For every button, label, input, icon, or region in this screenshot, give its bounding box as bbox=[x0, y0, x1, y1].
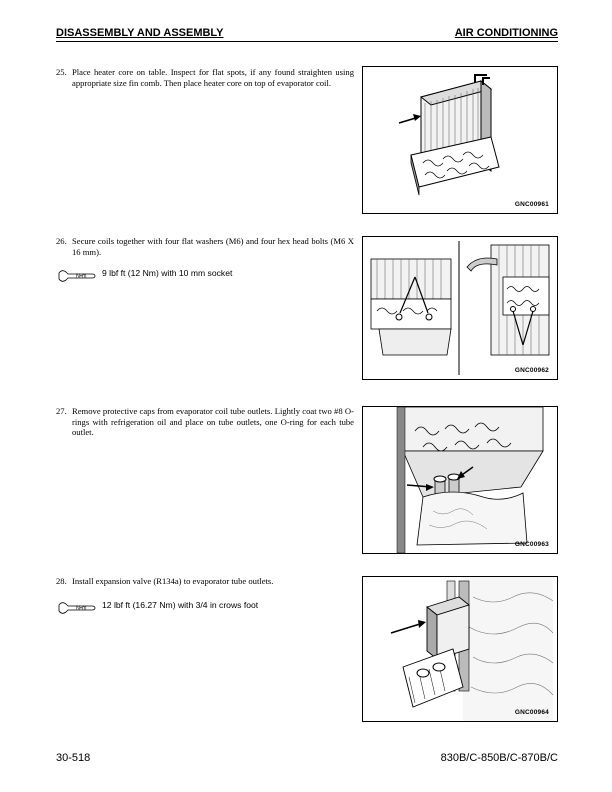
step-28 bbox=[56, 576, 354, 587]
footer-page-number: 30-518 bbox=[56, 752, 91, 764]
step-number: 25. bbox=[56, 67, 67, 77]
figure-gnc00964 bbox=[362, 576, 558, 722]
torque-value: 9 lbf ft (12 Nm) with 10 mm socket bbox=[102, 268, 233, 278]
step-26 bbox=[56, 236, 354, 257]
tube-outlets-illustration bbox=[363, 407, 557, 553]
figure-gnc00961 bbox=[362, 66, 558, 214]
header-section-title: DISASSEMBLY AND ASSEMBLY bbox=[56, 27, 224, 39]
figure-gnc00963 bbox=[362, 406, 558, 554]
step-number: 26. bbox=[56, 236, 67, 246]
torque-wrench-icon bbox=[58, 268, 98, 282]
footer-models: 830B/C-850B/C-870B/C bbox=[440, 752, 558, 764]
step-27 bbox=[56, 406, 354, 438]
step-text: Secure coils together with four flat washers (M6) and four hex head bolts (M6 X 16 mm). bbox=[72, 236, 354, 257]
step-text: Remove protective caps from evaporator coil tube outlets. Lightly coat two #8 O-rings with refrigeration oil and place on tube outlets, one O-ring for each tube outlet. bbox=[72, 406, 354, 437]
heater-core-illustration bbox=[363, 67, 557, 213]
torque-unit-label: N•m bbox=[76, 273, 87, 280]
torque-value: 12 lbf ft (16.27 Nm) with 3/4 in crows foot bbox=[102, 600, 259, 610]
figure-caption: GNC00963 bbox=[514, 541, 549, 548]
step-number: 28. bbox=[56, 576, 67, 586]
step-text: Place heater core on table. Inspect for flat spots, if any found straighten using appropriate size fin comb. Then place heater core on top of evaporator coil. bbox=[72, 67, 354, 88]
torque-wrench-icon bbox=[58, 600, 98, 614]
step-25 bbox=[56, 67, 354, 88]
figure-caption: GNC00964 bbox=[514, 709, 549, 716]
header-chapter-title: AIR CONDITIONING bbox=[454, 27, 558, 39]
page-header bbox=[56, 27, 558, 42]
figure-caption: GNC00962 bbox=[514, 367, 549, 374]
coil-bolts-illustration bbox=[363, 237, 557, 379]
step-text: Install expansion valve (R134a) to evaporator tube outlets. bbox=[72, 576, 274, 586]
figure-caption: GNC00961 bbox=[514, 201, 549, 208]
torque-unit-label: N•m bbox=[76, 605, 87, 612]
step-number: 27. bbox=[56, 406, 67, 416]
expansion-valve-illustration bbox=[363, 577, 557, 721]
figure-gnc00962 bbox=[362, 236, 558, 380]
